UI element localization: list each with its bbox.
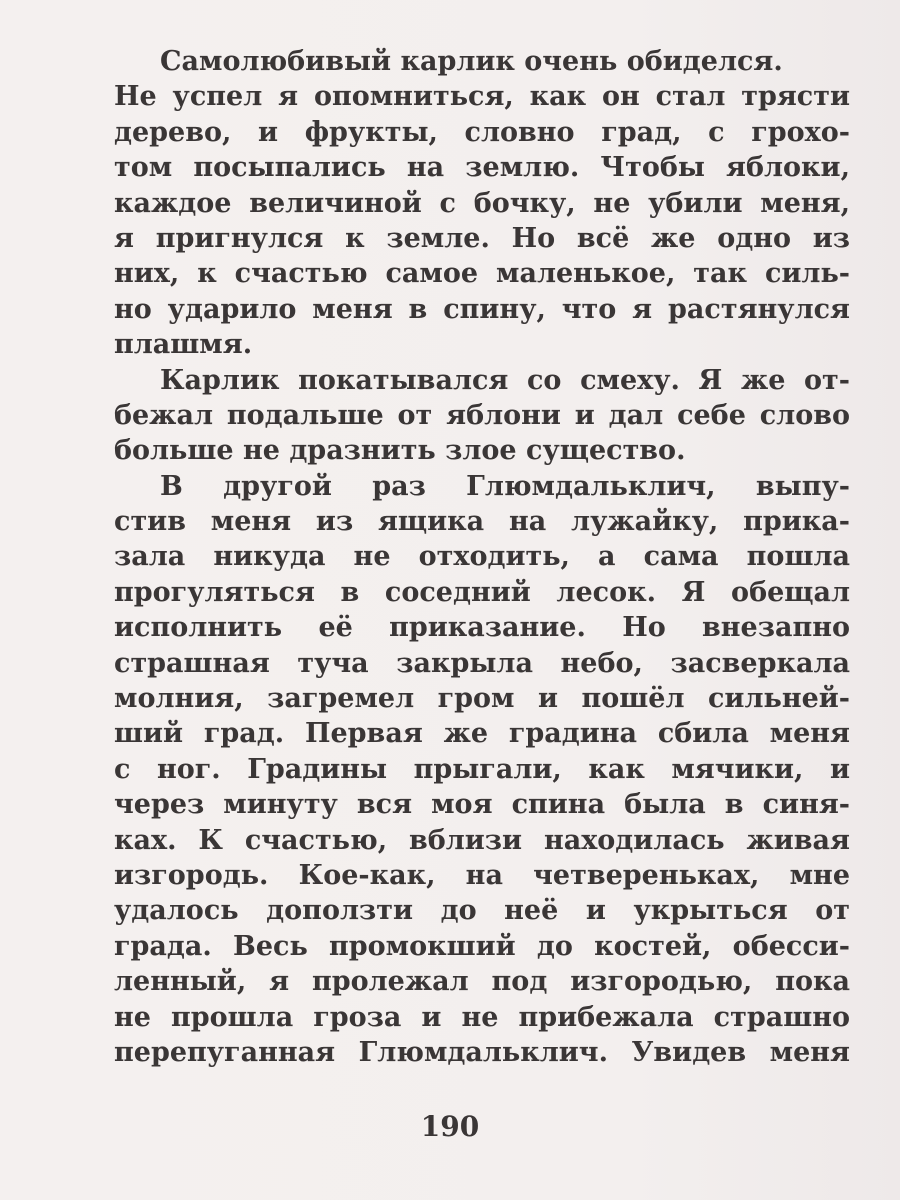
page-body-text (114, 44, 850, 1070)
text-line: ленный, я пролежал под изгородью, пока (114, 966, 850, 998)
text-line: бежал подальше от яблони и дал себе слово (114, 399, 850, 431)
text-line: стив меня из ящика на лужайку, прика- (114, 506, 850, 538)
text-line: молния, загремел гром и пошёл сильней- (114, 683, 850, 715)
text-line: через минуту вся моя спина была в синя- (114, 789, 850, 821)
text-line: том посыпались на землю. Чтобы яблоки, (114, 152, 850, 184)
page-number: 190 (420, 1110, 480, 1143)
text-line: удалось доползти до неё и укрыться от (114, 895, 850, 927)
text-line: с ног. Градины прыгали, как мячики, и (114, 753, 850, 785)
text-line: но ударило меня в спину, что я растянулся (114, 293, 850, 325)
text-line: града. Весь промокший до костей, обесси- (114, 930, 850, 962)
text-line: В другой раз Глюмдальклич, выпу- (160, 470, 850, 502)
text-line: плашмя. (114, 329, 253, 361)
text-line: ший град. Первая же градина сбила меня (114, 718, 850, 750)
text-line: ках. К счастью, вблизи находилась живая (114, 824, 850, 856)
text-line: изгородь. Кое-как, на четвереньках, мне (114, 859, 850, 891)
text-line: Не успел я опомниться, как он стал трясти (114, 81, 850, 113)
text-line: я пригнулся к земле. Но всё же одно из (114, 222, 850, 254)
text-line: больше не дразнить злое существо. (114, 435, 686, 467)
text-line: Карлик покатывался со смеху. Я же от- (160, 364, 850, 396)
text-line: перепуганная Глюмдальклич. Увидев меня (114, 1036, 850, 1068)
text-line: дерево, и фрукты, словно град, с грохо- (114, 116, 850, 148)
text-line: не прошла гроза и не прибежала страшно (114, 1001, 850, 1033)
text-line: прогуляться в соседний лесок. Я обещал (114, 576, 850, 608)
text-line: страшная туча закрыла небо, засверкала (114, 647, 850, 679)
text-line: каждое величиной с бочку, не убили меня, (114, 187, 850, 219)
text-line: них, к счастью самое маленькое, так силь- (114, 258, 850, 290)
text-line: Самолюбивый карлик очень обиделся. (160, 46, 783, 77)
text-line: зала никуда не отходить, а сама пошла (114, 541, 850, 573)
text-line: исполнить её приказание. Но внезапно (114, 612, 850, 644)
